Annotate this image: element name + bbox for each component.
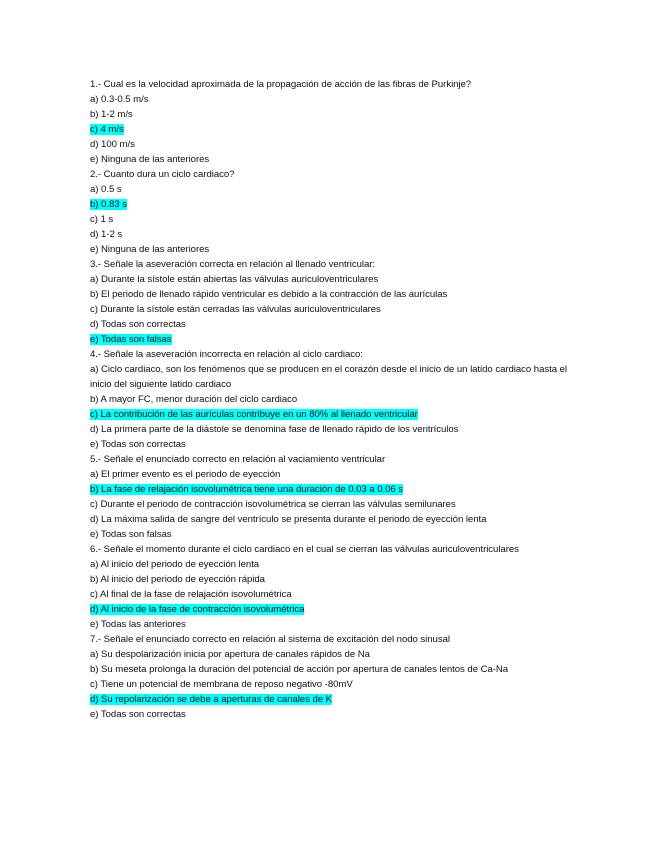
option-text: e) Todas son falsas xyxy=(90,334,172,345)
answer-option-highlighted xyxy=(90,602,570,617)
question-stem: 6.- Señale el momento durante el ciclo cardiaco en el cual se cierran las válvulas auriculoventriculares xyxy=(90,544,519,555)
quiz-content xyxy=(90,77,570,722)
answer-option xyxy=(90,572,570,587)
option-text: c) 1 s xyxy=(90,214,114,225)
answer-option-highlighted xyxy=(90,692,570,707)
option-text: c) Al final de la fase de relajación isovolumétrica xyxy=(90,589,292,600)
answer-option xyxy=(90,392,570,407)
answer-option xyxy=(90,512,570,527)
answer-option xyxy=(90,362,570,392)
answer-option-highlighted xyxy=(90,332,570,347)
answer-option xyxy=(90,152,570,167)
answer-option xyxy=(90,272,570,287)
answer-option-highlighted xyxy=(90,407,570,422)
option-text: e) Todas son correctas xyxy=(90,439,186,450)
answer-option xyxy=(90,677,570,692)
option-text: a) 0.5 s xyxy=(90,184,122,195)
answer-option xyxy=(90,92,570,107)
answer-option xyxy=(90,647,570,662)
answer-option xyxy=(90,107,570,122)
option-text: a) 0.3-0.5 m/s xyxy=(90,94,149,105)
option-text: a) El primer evento es el periodo de eyección xyxy=(90,469,281,480)
option-text: d) La máxima salida de sangre del ventrículo se presenta durante el periodo de eyección lenta xyxy=(90,514,487,525)
question-stem: 1.- Cual es la velocidad aproximada de la propagación de acción de las fibras de Purkinje? xyxy=(90,79,472,90)
answer-option xyxy=(90,422,570,437)
question-stem: 3.- Señale la aseveración correcta en relación al llenado ventricular: xyxy=(90,259,376,270)
option-text: c) Durante el periodo de contracción isovolumétrica se cierran las válvulas semilunares xyxy=(90,499,456,510)
option-text: d) 100 m/s xyxy=(90,139,135,150)
option-text: e) Todas son falsas xyxy=(90,529,172,540)
option-text: a) Durante la sístole están abiertas las válvulas auriculoventriculares xyxy=(90,274,379,285)
answer-option xyxy=(90,212,570,227)
question-stem: 7.- Señale el enunciado correcto en relación al sistema de excitación del nodo sinusal xyxy=(90,634,450,645)
option-text: b) Su meseta prolonga la duración del potencial de acción por apertura de canales lentos de Ca-Na xyxy=(90,664,509,675)
option-text: e) Todas las anteriores xyxy=(90,619,186,630)
answer-option xyxy=(90,182,570,197)
question-stem: 4.- Señale la aseveración incorrecta en relación al ciclo cardiaco: xyxy=(90,349,363,360)
option-text: e) Ninguna de las anteriores xyxy=(90,154,210,165)
answer-option-highlighted xyxy=(90,122,570,137)
answer-option xyxy=(90,707,570,722)
answer-option xyxy=(90,617,570,632)
option-text: b) El periodo de llenado rápido ventricular es debido a la contracción de las aurículas xyxy=(90,289,448,300)
option-text: d) Todas son correctas xyxy=(90,319,186,330)
answer-option xyxy=(90,497,570,512)
option-text: a) Ciclo cardiaco, son los fenómenos que se producen en el corazón desde el inicio de un latido cardiaco hasta el inicio del siguiente latido cardiaco xyxy=(90,364,567,390)
option-text: b) Al inicio del periodo de eyección rápida xyxy=(90,574,265,585)
option-text: a) Al inicio del periodo de eyección lenta xyxy=(90,559,260,570)
option-text: d) Su repolarización se debe a aperturas de canales de K xyxy=(90,694,332,705)
option-text: d) 1-2 s xyxy=(90,229,123,240)
answer-option-highlighted xyxy=(90,482,570,497)
option-text: d) La primera parte de la diástole se denomina fase de llenado rápido de los ventrículos xyxy=(90,424,459,435)
answer-option xyxy=(90,527,570,542)
option-text: b) La fase de relajación isovolumétrica tiene una duración de 0.03 a 0.06 s xyxy=(90,484,404,495)
answer-option xyxy=(90,437,570,452)
answer-option xyxy=(90,302,570,317)
answer-option xyxy=(90,242,570,257)
answer-option xyxy=(90,317,570,332)
question-stem: 2.- Cuanto dura un ciclo cardiaco? xyxy=(90,169,235,180)
answer-option xyxy=(90,137,570,152)
option-text: c) La contribución de las aurículas contribuye en un 80% al llenado ventricular xyxy=(90,409,418,420)
answer-option xyxy=(90,287,570,302)
answer-option xyxy=(90,227,570,242)
option-text: b) A mayor FC, menor duración del ciclo cardiaco xyxy=(90,394,298,405)
question-stem: 5.- Señale el enunciado correcto en relación al vaciamiento ventricular xyxy=(90,454,386,465)
option-text: c) Durante la sístole están cerradas las válvulas auriculoventriculares xyxy=(90,304,381,315)
answer-option xyxy=(90,557,570,572)
option-text: e) Ninguna de las anteriores xyxy=(90,244,210,255)
answer-option xyxy=(90,587,570,602)
answer-option xyxy=(90,662,570,677)
option-text: b) 1-2 m/s xyxy=(90,109,133,120)
option-text: b) 0.83 s xyxy=(90,199,127,210)
answer-option xyxy=(90,467,570,482)
option-text: a) Su despolarización inicia por apertura de canales rápidos de Na xyxy=(90,649,370,660)
option-text: c) 4 m/s xyxy=(90,124,124,135)
option-text: c) Tiene un potencial de membrana de reposo negativo -80mV xyxy=(90,679,353,690)
option-text: d) Al inicio de la fase de contracción isovolumétrica xyxy=(90,604,305,615)
answer-option-highlighted xyxy=(90,197,570,212)
option-text: e) Todas son correctas xyxy=(90,709,186,720)
